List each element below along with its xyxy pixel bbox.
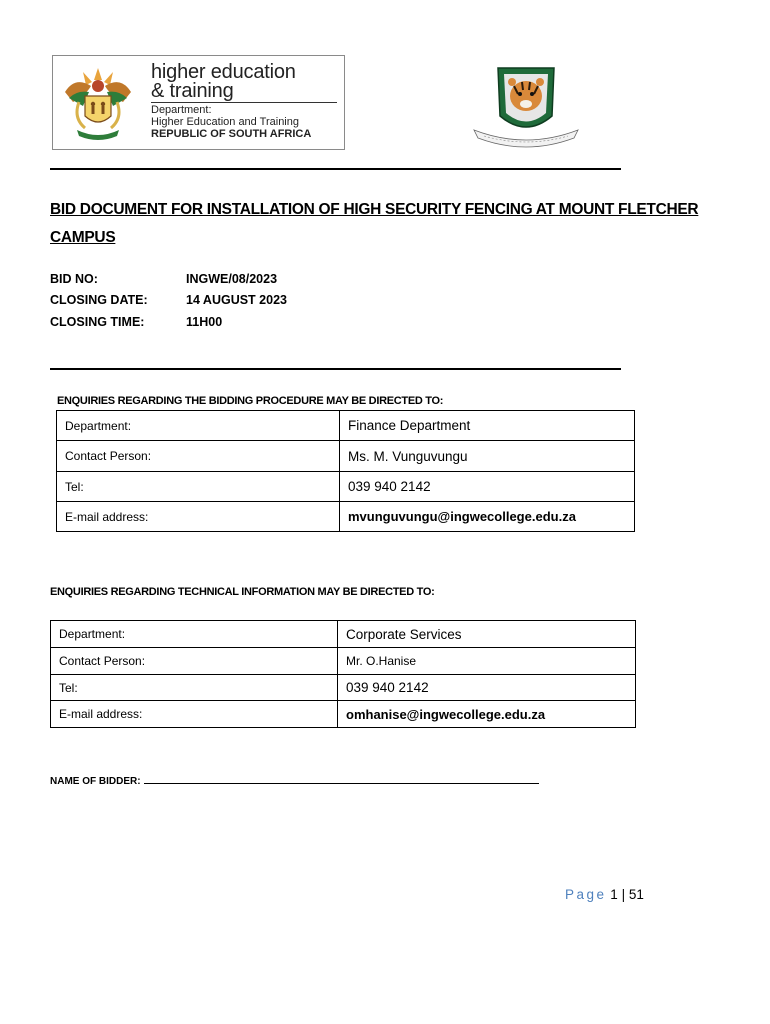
table-row [57, 502, 635, 532]
bid-no-label: BID NO: [50, 272, 98, 286]
dhet-logo [52, 55, 345, 150]
table-row [51, 701, 636, 728]
page-word: Page [565, 887, 607, 902]
closing-time-label: CLOSING TIME: [50, 315, 145, 329]
bidding-enquiries-heading: ENQUIRIES REGARDING THE BIDDING PROCEDURE MAY BE DIRECTED TO: [57, 395, 444, 407]
page-current: 1 [610, 887, 618, 902]
contact-person-label: Contact Person: [57, 441, 340, 472]
technical-enquiries-heading: ENQUIRIES REGARDING TECHNICAL INFORMATION MAY BE DIRECTED TO: [50, 586, 435, 598]
details-rule [50, 368, 621, 370]
dhet-title-line1: higher education [151, 61, 296, 83]
department-label: Department: [57, 411, 340, 441]
bid-no-value: INGWE/08/2023 [186, 272, 278, 286]
contact-person-label: Contact Person: [51, 648, 338, 675]
email-value: omhanise@ingwecollege.edu.za [338, 701, 636, 728]
coat-of-arms-icon [61, 62, 135, 144]
dhet-title-line2: & training [151, 80, 234, 102]
table-row [51, 675, 636, 701]
dhet-dept-label: Department: [151, 104, 212, 116]
email-value: mvunguvungu@ingwecollege.edu.za [340, 502, 635, 532]
tel-value: 039 940 2142 [340, 472, 635, 502]
email-label: E-mail address: [51, 701, 338, 728]
bidding-enquiries-table [56, 410, 635, 532]
tel-label: Tel: [57, 472, 340, 502]
dhet-country: REPUBLIC OF SOUTH AFRICA [151, 128, 312, 140]
bidder-name-label: NAME OF BIDDER: [50, 776, 141, 787]
email-label: E-mail address: [57, 502, 340, 532]
table-row [51, 648, 636, 675]
table-row [51, 621, 636, 648]
tiger-crest-icon [470, 58, 582, 153]
header-rule [50, 168, 621, 170]
closing-time-value: 11H00 [186, 315, 223, 329]
closing-date-label: CLOSING DATE: [50, 293, 148, 307]
closing-date-value: 14 AUGUST 2023 [186, 293, 287, 307]
bidder-name-field[interactable] [50, 775, 539, 787]
bidder-name-line[interactable] [144, 775, 539, 784]
page-total: 51 [628, 887, 644, 902]
table-row [57, 472, 635, 502]
table-row [57, 441, 635, 472]
page-separator: | [621, 887, 626, 902]
table-row [57, 411, 635, 441]
department-value: Finance Department [340, 411, 635, 441]
contact-person-value: Mr. O.Hanise [338, 648, 636, 675]
technical-enquiries-table [50, 620, 636, 728]
page-number [565, 887, 644, 902]
tel-label: Tel: [51, 675, 338, 701]
page-title: BID DOCUMENT FOR INSTALLATION OF HIGH SECURITY FENCING AT MOUNT FLETCHER CAMPUS [50, 201, 699, 246]
dhet-dept-name: Higher Education and Training [151, 116, 299, 128]
contact-person-value: Ms. M. Vunguvungu [340, 441, 635, 472]
department-value: Corporate Services [338, 621, 636, 648]
tel-value: 039 940 2142 [338, 675, 636, 701]
department-label: Department: [51, 621, 338, 648]
dhet-divider [151, 102, 337, 103]
